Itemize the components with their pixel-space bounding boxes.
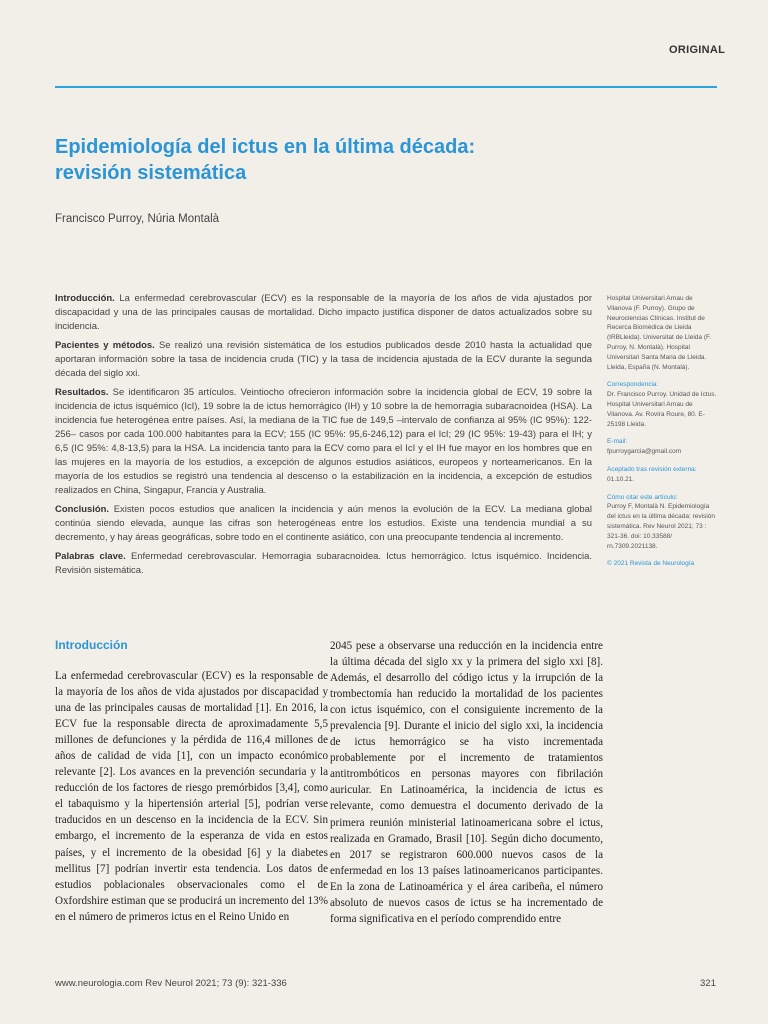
introduction-heading: Introducción	[55, 638, 128, 652]
body-text-right: 2045 pese a observarse una reducción en la incidencia entre la última década del siglo xx y la primera del siglo xxi [8]. Además, el desarrollo del código ictus y la irrupción de la trombectomía han reducido la mortalidad de los pacientes con ictus isquémico, con el consiguiente incremento de la prevalencia [9]. Durante el inicio del siglo xxi, la incidencia de ictus hemorrágico se ha visto incrementada probablemente por el incremento de tratamientos antitrombóticos en personas mayores con fibrilación auricular. En Latinoamérica, la incidencia de ictus es relevante, como demuestra el documento derivado de la primera reunión ministerial latinoamericana sobre el ictus, realizada en Gramado, Brasil [10]. Según dicho documento, en 2017 se registraron 600.000 nuevos casos de la enfermedad en los 13 países latinoamericanos participantes. En la zona de Latinoamérica y el área caribeña, el número absoluto de nuevos casos de ictus se ha incrementado de forma significativa en el período comprendido entre	[330, 640, 603, 925]
copyright-text: © 2021 Revista de Neurología	[607, 560, 695, 568]
cite-label: Cómo citar este artículo:	[607, 493, 678, 501]
abstract-head: Conclusión.	[55, 504, 110, 515]
footer-citation: www.neurologia.com Rev Neurol 2021; 73 (9): 321-336	[55, 978, 287, 989]
copyright	[607, 559, 719, 569]
abstract-text: Se identificaron 35 artículos. Veintiocho ofrecieron información sobre la incidencia global de ECV, 19 sobre la incidencia de ictus isquémico (IcI), 19 sobre la de ictus hemorrágico (IH) y 10 sobre la de hemorragia subaracnoidea (HSA). La incidencia fue heterogénea entre países. Así, la mediana de la TIC fue de 149,5 –intervalo de confianza al 95% (IC 95%): 122-256– casos por cada 100.000 habitantes para la ECV; 155 (IC 95%: 95,6-246,12) para el IcI; 29 (IC 95%: 19-43) para el IH; y 6,5 (IC 95%: 4,8-13,5) para la HSA. La incidencia tanto para la ECV como para el IcI y el IH fue mayor en los hombres que en las mujeres en la mayoría de los estudios, a excepción de algunos estudios asiáticos, europeos y norteamericanos. En la mayoría de los estudios se registró una tendencia al descenso o la estabilización en la incidencia, a excepción de estudios realizados en China, Singapur, Francia y Australia.	[55, 387, 592, 496]
abstract-head: Pacientes y métodos.	[55, 340, 155, 351]
abstract-methods	[55, 339, 592, 381]
article-authors: Francisco Purroy, Núria Montalà	[55, 213, 220, 225]
page-number: 321	[700, 978, 716, 989]
article-title: Epidemiología del ictus en la última década: revisión sistemática	[55, 136, 476, 184]
abstract-conclusion	[55, 503, 592, 545]
abstract-results	[55, 386, 592, 498]
abstract-text: Existen pocos estudios que analicen la incidencia y aún menos la evolución de la ECV. La mediana global continúa siendo elevada, aunque las cifras son heterogéneas entre los estudios. Existe una tendencia mundial a su decremento, y hay áreas geográficas, sobre todo en el continente asiático, con una preocupante tendencia al incremento.	[55, 504, 592, 543]
correspondence-text: Dr. Francisco Purroy. Unidad de Ictus. Hospital Universitari Arnau de Vilanova. Av. Rovira Roure, 80. E-25198 Lleida.	[607, 391, 717, 428]
correspondence-label: Correspondencia:	[607, 381, 659, 389]
body-text-left: La enfermedad cerebrovascular (ECV) es la responsable de la mayoría de los años de vida ajustados por discapacidad y una de las principales causas de mortalidad [1]. En 2016, la ECV fue la responsable directa de aproximadamente 5,5 millones de defunciones y la pérdida de 116,4 millones de años de calidad de vida [1], con un impacto económico relevante [2]. Los avances en la prevención secundaria y la reducción de los factores de riesgo premórbidos [3,4], como el tabaquismo y la hipertensión arterial [5], podrían verse traducidos en un descenso en la incidencia de la ECV. Sin embargo, el incremento de la esperanza de vida en estos países, y el incremento de la obesidad [6] y la diabetes mellitus [7] podrían invertir esta tendencia. Los datos de estudios poblacionales observacionales como el de Oxfordshire estiman que se producirá un incremento del 13% en el número de primeros ictus en el Reino Unido en	[55, 670, 328, 923]
email-address[interactable]: fpurroygarcia@gmail.com	[607, 448, 682, 456]
body-column-left	[55, 668, 328, 925]
article-sidebar	[607, 294, 719, 577]
cite-block	[607, 493, 719, 552]
cite-text: Purroy F, Montalà N. Epidemiología del ictus en la última década: revisión sistemática. Rev Neurol 2021; 73 : 321-36. doi: 10.33588/ rn.7309.2021138.	[607, 503, 716, 550]
abstract-text: La enfermedad cerebrovascular (ECV) es la responsable de la mayoría de los años de vida ajustados por discapacidad y una de las principales causas de mortalidad. Dicho impacto justifica disponer de datos actualizados sobre su incidencia.	[55, 293, 592, 332]
affiliation: Hospital Universitari Arnau de Vilanova (F. Purroy). Grupo de Neurociencias Clínicas. Institut de Recerca Biomèdica de Lleida (IRBLleida). Universitat de Lleida (F. Purroy, N. Montalà). Hospital Universitari Santa Maria de Lleida. Lleida, España (N. Montalà).	[607, 295, 712, 371]
abstract-head: Palabras clave.	[55, 551, 126, 562]
abstract-head: Resultados.	[55, 387, 109, 398]
abstract-keywords	[55, 550, 592, 578]
accepted-block	[607, 465, 719, 485]
correspondence-block	[607, 380, 719, 429]
abstract	[55, 292, 592, 583]
section-label: ORIGINAL	[669, 44, 726, 56]
abstract-text: Enfermedad cerebrovascular. Hemorragia subaracnoidea. Ictus hemorrágico. Ictus isquémico. Incidencia. Revisión sistemática.	[55, 551, 593, 576]
email-block	[607, 437, 719, 457]
body-column-right	[330, 638, 603, 927]
abstract-head: Introducción.	[55, 293, 115, 304]
header-rule	[55, 86, 717, 88]
abstract-text: Se realizó una revisión sistemática de los estudios publicados desde 2010 hasta la actualidad que aportaran información sobre la tasa de incidencia cruda (TIC) y la tasa de incidencia ajustada de la ECV durante la segunda década del siglo xxi.	[55, 340, 592, 379]
abstract-introduction	[55, 292, 592, 334]
accepted-date: 01.10.21.	[607, 475, 635, 483]
accepted-label: Aceptado tras revisión externa:	[607, 465, 697, 473]
email-label: E-mail:	[607, 438, 628, 446]
